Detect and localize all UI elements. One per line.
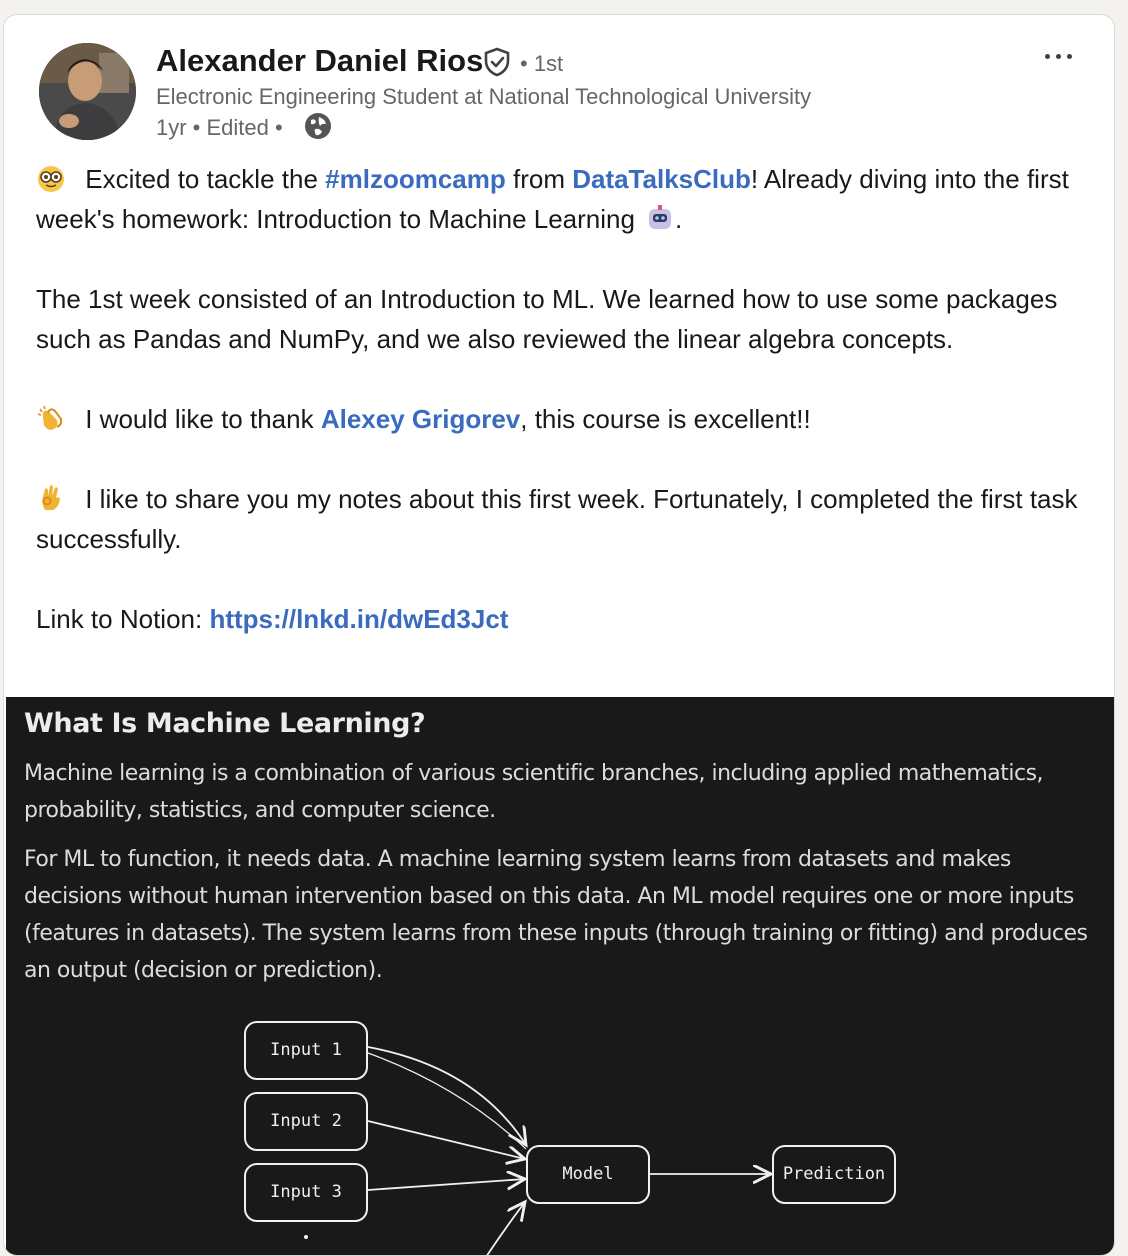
ellipsis-dot <box>304 1235 308 1239</box>
post-paragraph-1: Excited to tackle the #mlzoomcamp from DataTalksClub! Already diving into the first week's homework: Introduction to Machine Learning . <box>36 164 1069 234</box>
arrow-input3-model <box>368 1179 525 1190</box>
post-body <box>36 159 1091 639</box>
post-meta: 1yr • Edited • <box>156 115 283 140</box>
shield-check-icon <box>482 47 512 77</box>
author-headline: Electronic Engineering Student at National Technological University <box>156 84 812 109</box>
post-paragraph-4: I like to share you my notes about this first week. Fortunately, I completed the first task successfully. <box>36 484 1078 554</box>
image-paragraph-1: Machine learning is a combination of various scientific branches, including applied mathematics, probability, statistics, and computer science. <box>24 761 1044 823</box>
post-card <box>3 14 1115 1256</box>
model-label: Model <box>562 1164 614 1184</box>
nerd-face-emoji-icon <box>36 163 66 193</box>
notion-link[interactable]: https://lnkd.in/dwEd3Jct <box>209 604 509 634</box>
ok-hand-emoji-icon <box>36 483 66 513</box>
image-paragraph-2: For ML to function, it needs data. A machine learning system learns from datasets and makes decisions without human intervention based on this data. An ML model requires one or more inputs (features in datasets). The system learns from these inputs (through training or fitting) and produces an output (decision or prediction). <box>24 847 1088 983</box>
avatar[interactable] <box>39 43 136 140</box>
author-name[interactable]: Alexander Daniel Rios <box>156 43 484 78</box>
hashtag-link[interactable]: #mlzoomcamp <box>325 164 506 194</box>
input-1-label: Input 1 <box>270 1040 342 1060</box>
more-options-button[interactable] <box>1036 39 1080 73</box>
clapping-hands-emoji-icon <box>36 403 66 433</box>
ml-diagram <box>6 997 1114 1256</box>
ellipsis-icon <box>1045 54 1050 59</box>
globe-icon <box>303 111 333 141</box>
post-paragraph-5: Link to Notion: https://lnkd.in/dwEd3Jct <box>36 604 509 634</box>
arrow-input1-model-2 <box>368 1053 526 1149</box>
input-2-label: Input 2 <box>270 1111 342 1131</box>
post-paragraph-2: The 1st week consisted of an Introduction to ML. We learned how to use some packages such as Pandas and NumPy, and we also reviewed the linear algebra concepts. <box>36 284 1058 354</box>
robot-emoji-icon <box>645 203 675 233</box>
post-paragraph-3: I would like to thank Alexey Grigorev, this course is excellent!! <box>36 399 1091 439</box>
input-3-label: Input 3 <box>270 1182 342 1202</box>
post-image[interactable] <box>6 697 1114 1256</box>
arrow-extra-model <box>486 1202 525 1256</box>
image-title: What Is Machine Learning? <box>24 708 426 739</box>
mention-datatalksclub[interactable]: DataTalksClub <box>572 164 751 194</box>
mention-alexey-grigorev[interactable]: Alexey Grigorev <box>320 404 521 434</box>
prediction-label: Prediction <box>782 1164 886 1184</box>
connection-degree: • 1st <box>520 51 564 76</box>
